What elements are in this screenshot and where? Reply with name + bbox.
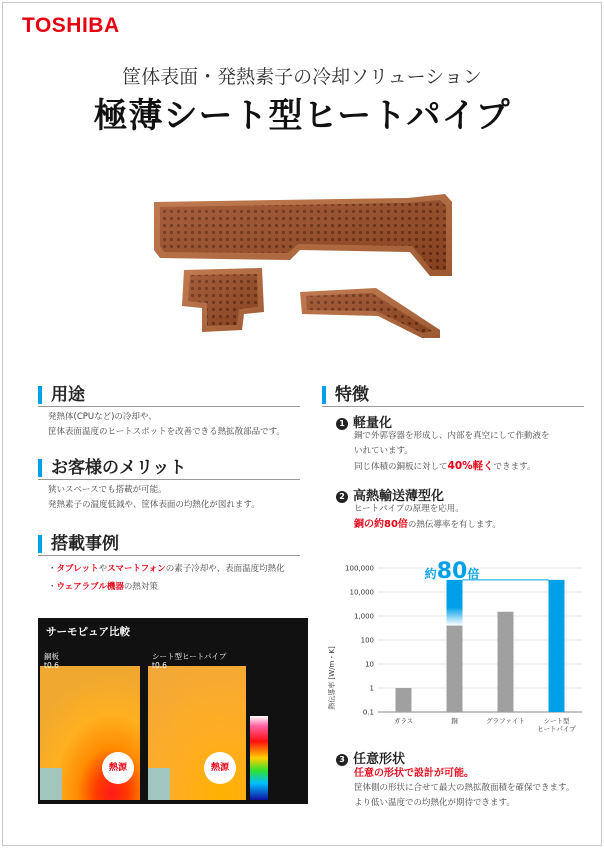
benefits-text (48, 483, 260, 513)
feature-2-text: ヒートパイプの原理を応用。 銅の約80倍の熱伝導率を有します。 (354, 504, 501, 530)
examples-divider (38, 555, 300, 556)
chart-ytick-label: 10,000 (349, 588, 374, 597)
chart-bar (396, 688, 412, 712)
chart-ytick-label: 100,000 (345, 564, 374, 573)
feature-1-title: 1 軽量化 (336, 412, 392, 431)
chart-ytick-label: 100 (360, 636, 374, 645)
benefits-line-1: 狭いスペースでも搭載が可能。 (48, 485, 167, 495)
thermo-image (38, 618, 308, 804)
toshiba-logo: TOSHIBA (22, 14, 120, 37)
chart-bar (549, 580, 565, 712)
thermal-conductivity-chart (320, 560, 590, 740)
feature-3-text: 任意の形状で設計が可能。 筐体側の形状に合せて最大の熱拡散面積を確保できます。 より低い温度での均熱化が期待できます。 (354, 768, 575, 808)
heat-source-right: 熱源 (204, 752, 236, 784)
feature-3-title: 3 任意形状 (336, 748, 405, 767)
chart-bar (498, 612, 514, 712)
usage-line-2: 筐体表面温度のヒートスポットを改善できる熱拡散部品です。 (48, 427, 285, 437)
benefits-line-2: 発熱素子の温度低減や、筐体表面の均熱化が図れます。 (48, 500, 260, 510)
thermo-title: サーモピュア比較 (46, 626, 130, 638)
heatpipe-label: シート型ヒートパイプ t0.6 (152, 652, 227, 670)
usage-line-1: 発熱体(CPUなど)の冷却や、 (48, 412, 157, 422)
heat-source-left: 熱源 (102, 752, 134, 784)
chart-ytick-label: 1,000 (353, 612, 374, 621)
features-divider (322, 406, 584, 407)
chart-ytick-label: 1 (369, 684, 374, 693)
chart-category-label: グラファイト (486, 717, 525, 725)
chart-category-label: ガラス (393, 717, 414, 725)
copper-label: 銅板 t0.6 (44, 652, 59, 670)
feature-3-number: 3 (336, 754, 348, 766)
chart-ylabel: 熱伝導率 [W/m・K] (328, 646, 336, 710)
feature-2-title: 2 高熱輸送薄型化 (336, 485, 444, 504)
chart-ytick-label: 0.1 (362, 708, 374, 717)
examples-line-2: ・ウェアラブル機器の熱対策 (48, 582, 158, 592)
chart-bar-enhanced (447, 580, 463, 626)
product-image (140, 180, 470, 350)
features-heading: 特徴 (322, 386, 369, 404)
chart-category-label: ヒートパイプ (537, 725, 576, 733)
examples-heading: 搭載事例 (38, 535, 119, 553)
benefits-divider (38, 479, 300, 480)
feature-2-number: 2 (336, 491, 348, 503)
thermo-comparison (38, 618, 308, 804)
usage-heading: 用途 (38, 386, 85, 404)
page-title: 極薄シート型ヒートパイプ (93, 96, 511, 136)
chart-category-label: 銅 (451, 717, 458, 725)
page-subtitle: 筐体表面・発熱素子の冷却ソリューション (122, 66, 482, 88)
usage-text (48, 410, 285, 440)
chart-bar (447, 626, 463, 712)
usage-divider (38, 406, 300, 407)
examples-text (48, 560, 285, 596)
chart-ytick-label: 10 (365, 660, 374, 669)
feature-1-text: 銅で外郭容器を形成し、内部を真空にして作動液を いれています。 同じ体積の銅板に対して40%軽くできます。 (354, 431, 550, 472)
chart-category-label: シート型 (543, 717, 570, 725)
feature-1-number: 1 (336, 418, 348, 430)
benefits-heading: お客様のメリット (38, 459, 186, 477)
examples-line-1: ・タブレットやスマートフォンの素子冷却や、表面温度均熱化 (48, 564, 285, 574)
chart-annotation: 約80倍 (424, 560, 480, 584)
